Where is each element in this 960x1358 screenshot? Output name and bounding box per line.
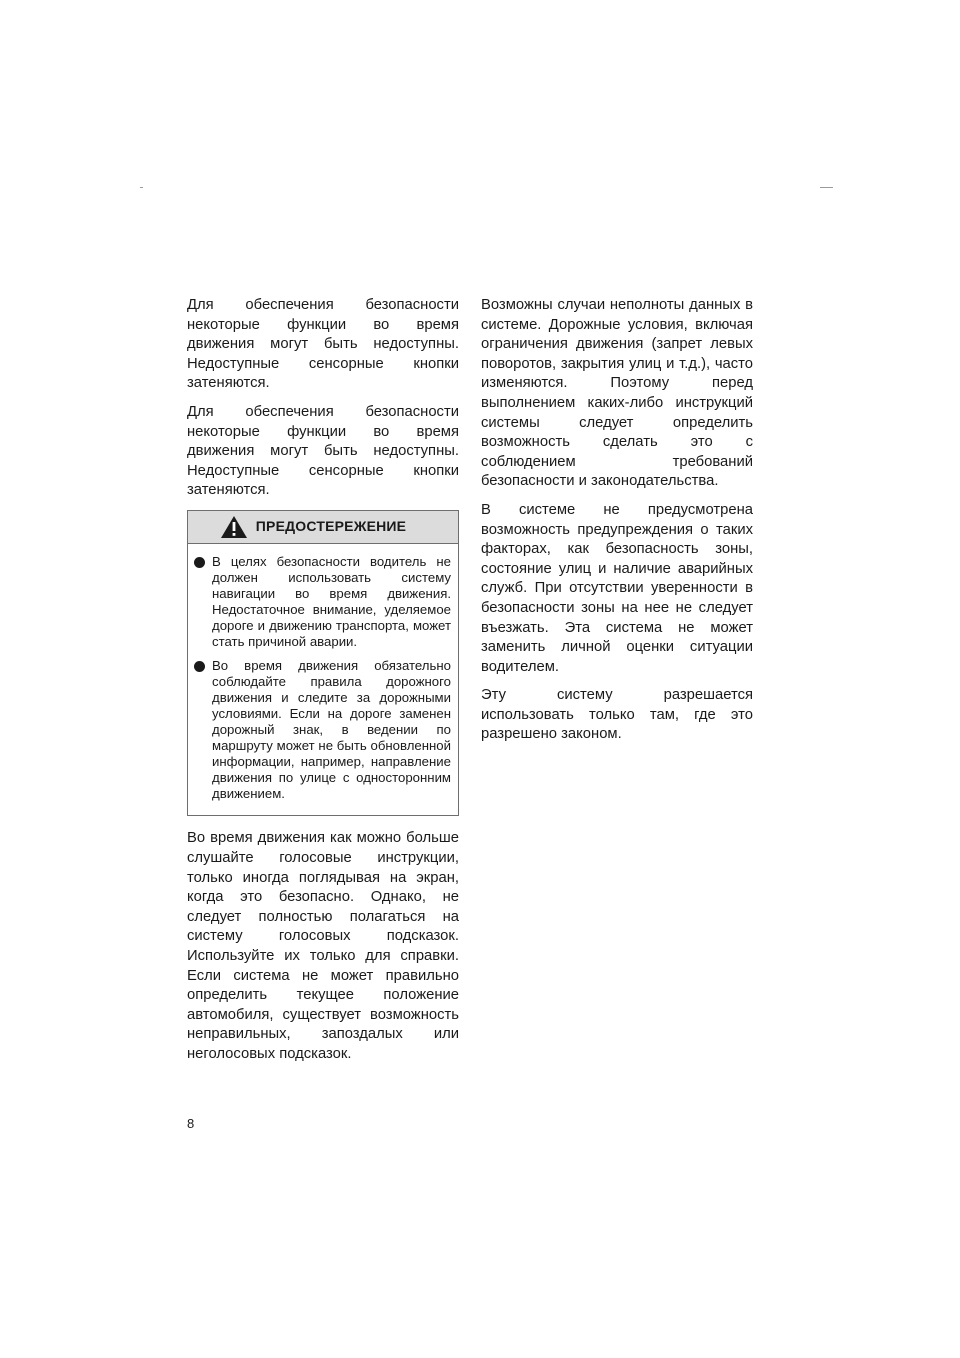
left-column (187, 296, 459, 1073)
paragraph: Возможны случаи неполноты данных в системе. Дорожные условия, включая ограничения движения (запрет левых поворотов, закрытия улиц и т.д.), часто изменяются. Поэтому перед выполнением каких-либо инструкций системы следует определить возможность сделать это с соблюдением требований безопасности и законодательства. (481, 297, 753, 490)
paragraph: Для обеспечения безопасности некоторые функции во время движения могут быть недоступны. Недоступные сенсорные кнопки затеняются. (187, 297, 459, 392)
crop-mark-right (820, 187, 833, 188)
warning-item (194, 554, 451, 651)
warning-body (188, 544, 458, 815)
paragraph: Во время движения как можно больше слушайте голосовые инструкции, только иногда поглядывая на экран, когда это безопасно. Однако, не следует полностью полагаться на систему голосовых подсказок. Используйте их только для справки. Если система не может правильно определить текущее положение автомобиля, существует возможность неправильных, запоздалых или неголосовых подсказок. (187, 830, 459, 1062)
crop-mark-left (140, 187, 143, 188)
paragraph: В системе не предусмотрена возможность предупреждения о таких факторах, как безопасность зоны, состояние улиц и наличие аварийных служб. При отсутствии уверенности в безопасности зоны на нее не следует въезжать. Эта система не может заменить личной оценки ситуации водителем. (481, 501, 753, 675)
paragraph: Для обеспечения безопасности некоторые функции во время движения могут быть недоступны. Недоступные сенсорные кнопки затеняются. (187, 403, 459, 499)
page-number: 8 (187, 1116, 195, 1131)
bullet-icon (194, 661, 208, 671)
bullet-icon (194, 557, 208, 567)
warning-title: ПРЕДОСТЕРЕЖЕНИЕ (255, 518, 407, 535)
warning-item-text: В целях безопасности водитель не должен использовать систему навигации во время движения. Недостаточное внимание, уделяемое дороге и движению транспорта, может стать причиной аварии. (212, 553, 451, 650)
paragraph: Эту систему разрешается использовать только там, где это разрешено законом. (481, 687, 753, 743)
warning-item-text: Во время движения обязательно соблюдайте правила дорожного движения и следите за дорожными условиями. Если на дороге заменен дорожный знак, в ведении по маршруту может не быть обновленной информации, например, направление движения по улице с односторонним движением. (212, 657, 451, 802)
warning-item (194, 658, 451, 803)
warning-header (188, 511, 458, 544)
right-column (481, 296, 753, 754)
warning-triangle-icon (220, 515, 248, 539)
warning-box (187, 510, 459, 816)
